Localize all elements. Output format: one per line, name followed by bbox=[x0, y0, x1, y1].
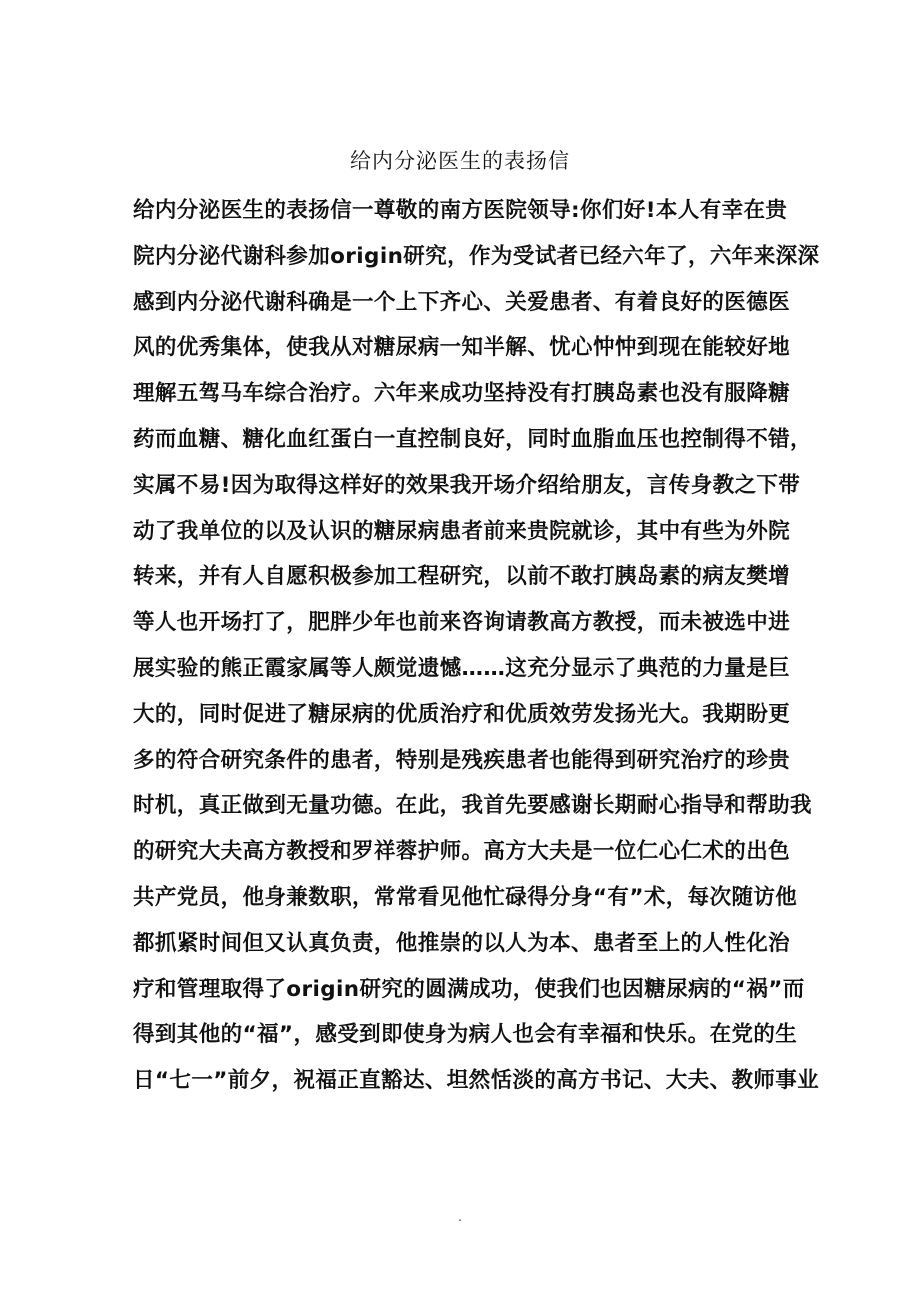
body-line: 都抓紧时间但又认真负责，他推崇的以人为本、患者至上的人性化治 bbox=[133, 930, 791, 956]
body-line: 得到其他的“福”，感受到即使身为病人也会有幸福和快乐。在党的生 bbox=[133, 1022, 798, 1048]
body-line: 转来，并有人自愿积极参加工程研究，以前不敢打胰岛素的病友樊增 bbox=[133, 564, 791, 590]
body-line: 药而血糖、糖化血红蛋白一直控制良好，同时血脂血压也控制得不错， bbox=[133, 426, 812, 452]
body-line: 大的，同时促进了糖尿病的优质治疗和优质效劳发扬光大。我期盼更 bbox=[133, 701, 791, 727]
body-line: 理解五驾马车综合治疗。六年来成功坚持没有打胰岛素也没有服降糖 bbox=[133, 381, 791, 407]
body-line: 院内分泌代谢科参加origin研究，作为受试者已经六年了，六年来深深 bbox=[133, 243, 820, 269]
body-line: 时机，真正做到无量功德。在此，我首先要感谢长期耐心指导和帮助我 bbox=[133, 793, 812, 819]
document-title: 给内分泌医生的表扬信 bbox=[350, 149, 570, 173]
body-line: 感到内分泌代谢科确是一个上下齐心、关爱患者、有着良好的医德医 bbox=[133, 289, 791, 315]
body-line: 多的符合研究条件的患者，特别是残疾患者也能得到研究治疗的珍贵 bbox=[133, 747, 791, 773]
body-line: 动了我单位的以及认识的糖尿病患者前来贵院就诊，其中有些为外院 bbox=[133, 518, 791, 544]
body-line: 日“七一”前夕，祝福正直豁达、坦然恬淡的高方书记、大夫、教师事业 bbox=[133, 1068, 820, 1094]
body-line: 疗和管理取得了origin研究的圆满成功，使我们也因糖尿病的“祸”而 bbox=[133, 976, 805, 1002]
body-line: 实属不易!因为取得这样好的效果我开场介绍给朋友，言传身教之下带 bbox=[133, 472, 801, 498]
body-line: 风的优秀集体，使我从对糖尿病一知半解、忧心忡忡到现在能较好地 bbox=[133, 335, 791, 361]
body-line: 展实验的熊正霞家属等人颇觉遗憾……这充分显示了典范的力量是巨 bbox=[133, 655, 791, 681]
body-line: 等人也开场打了，肥胖少年也前来咨询请教高方教授，而未被选中进 bbox=[133, 610, 791, 636]
body-line: 的研究大夫高方教授和罗祥蓉护师。高方大夫是一位仁心仁术的出色 bbox=[133, 839, 791, 865]
page-footer-mark: . bbox=[458, 1210, 462, 1224]
body-line: 给内分泌医生的表扬信一尊敬的南方医院领导:你们好!本人有幸在贵 bbox=[133, 198, 788, 223]
document-body bbox=[133, 188, 820, 1104]
body-line: 共产党员，他身兼数职，常常看见他忙碌得分身“有”术，每次随访他 bbox=[133, 884, 798, 910]
